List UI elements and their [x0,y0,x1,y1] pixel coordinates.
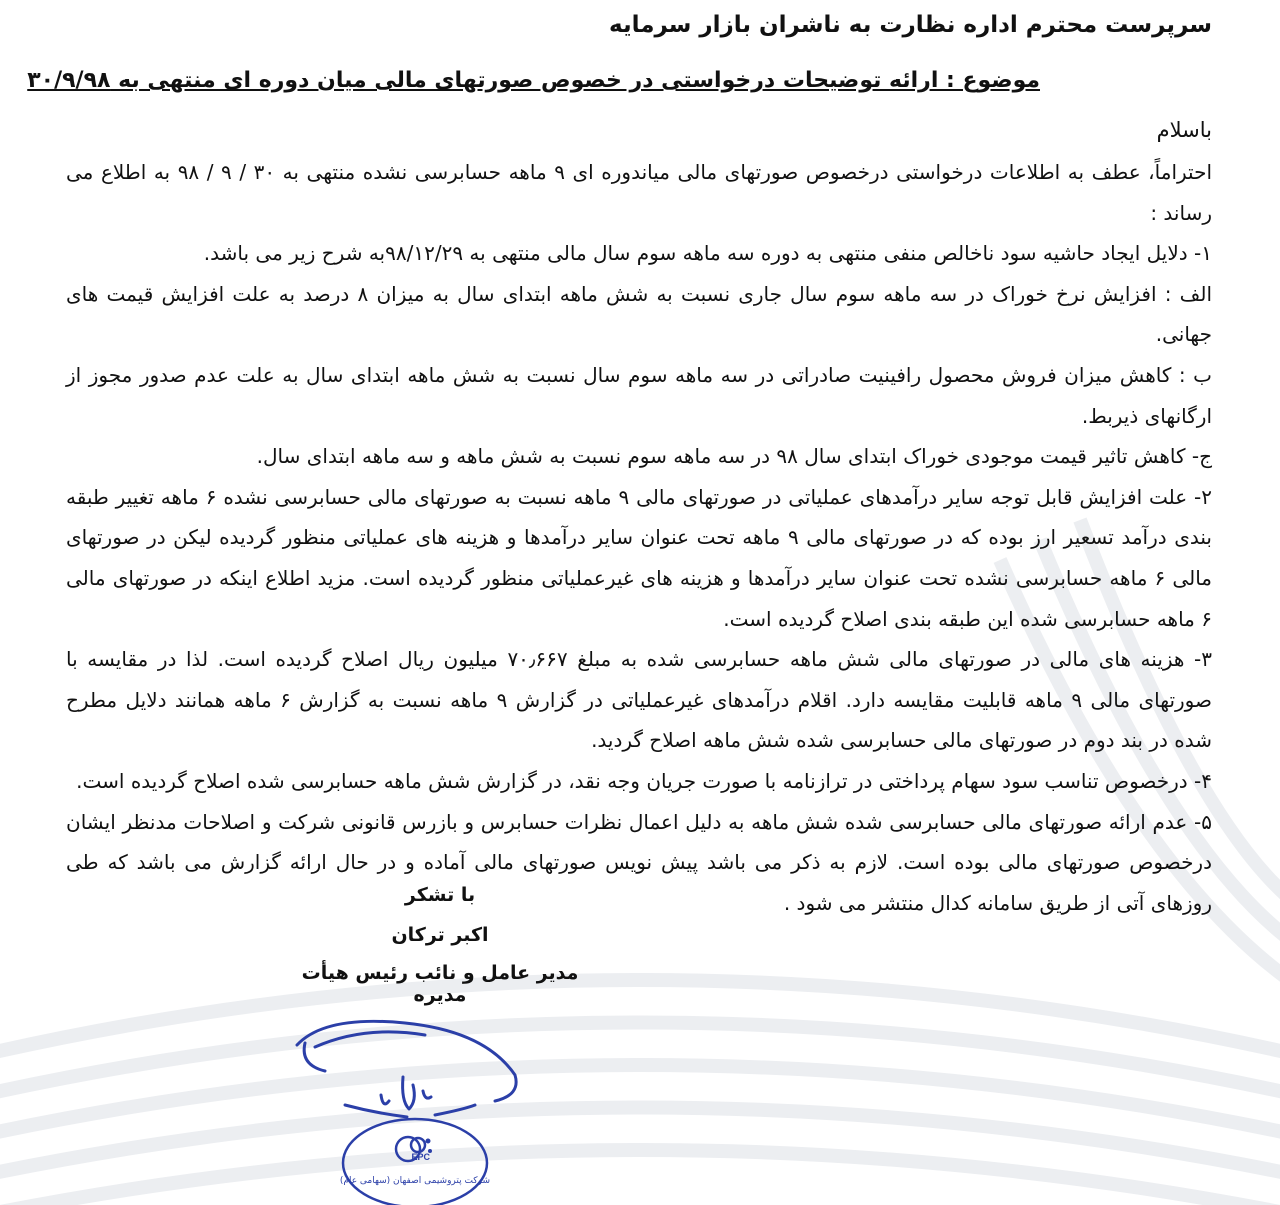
item-1: ۱- دلایل ایجاد حاشیه سود ناخالص منفی منتهی به دوره سه ماهه سوم سال مالی منتهی به ۹۸/۱۲/۲۹به شرح زیر می باشد. [203,241,1212,266]
item-2: ۲- علت افزایش قابل توجه سایر درآمدهای عملیاتی در صورتهای مالی ۹ ماهه نسبت به صورتهای مالی حسابرسی نشده ۶ ماهه تغییر طبقه بندی درآمد تسعیر ارز بوده که در صورتهای مالی ۹ ماهه تحت عنوان سایر درآمدها و هزینه های عملیاتی منظور گردیده لیکن در صورتهای مالی ۶ ماهه حسابرسی نشده تحت عنوان سایر درآمدها و هزینه های غیرعملیاتی منظور گردیده است. مزید اطلاع اینکه در صورتهای مالی ۶ ماهه حسابرسی شده این طبقه بندی اصلاح گردیده است. [66,484,1213,631]
company-seal [330,1105,500,1205]
letter-body [66,152,1212,923]
subject-line: موضوع : ارائه توضیحات درخواستی در خصوص صورتهای مالی میان دوره ای منتهی به ۳۰/۹/۹۸ [27,68,1040,93]
seal-logo-letters: EPC [411,1152,430,1162]
intro-paragraph: احتراماً، عطف به اطلاعات درخواستی درخصوص صورتهای مالی میاندوره ای ۹ ماهه حسابرسی نشده منتهی به ۳۰ / ۹ / ۹۸ به اطلاع می رساند : [66,160,1212,225]
recipient-line: سرپرست محترم اداره نظارت به ناشران بازار سرمایه [609,12,1212,38]
item-1-c: ج- کاهش تاثیر قیمت موجودی خوراک ابتدای سال ۹۸ در سه ماهه سوم نسبت به شش ماهه و سه ماهه ابتدای سال. [256,444,1212,469]
signer-title: مدیر عامل و نائب رئیس هیأت مدیره [301,962,579,1006]
seal-company-name: شرکت پتروشیمی اصفهان (سهامی عام) [339,1176,491,1186]
item-1-b: ب : کاهش میزان فروش محصول رافینیت صادراتی در سه ماهه سوم سال نسبت به شش ماهه ابتدای سال به علت عدم صدور مجوز از ارگانهای ذیربط. [66,362,1212,428]
closing-thanks: با تشکر [404,884,476,906]
signer-name: اکبر ترکان [391,924,489,946]
item-1-a: الف : افزایش نرخ خوراک در سه ماهه سوم سال جاری نسبت به شش ماهه ابتدای سال به میزان ۸ درصد به علت افزایش قیمت های جهانی. [66,281,1212,347]
item-5: ۵- عدم ارائه صورتهای مالی حسابرسی شده شش ماهه به دلیل اعمال نظرات حسابرس و بازرس قانونی شرکت و اصلاحات مدنظر ایشان درخصوص صورتهای مالی بوده است. لازم به ذکر می باشد پیش نویس صورتهای مالی آماده و در حال ارائه گزارش می باشد که طی روزهای آتی از طریق سامانه کدال منتشر می شود . [66,809,1212,915]
item-3: ۳- هزینه های مالی در صورتهای مالی شش ماهه حسابرسی شده به مبلغ ۷۰٫۶۶۷ میلیون ریال اصلاح گردیده است. لذا در مقایسه با صورتهای مالی ۹ ماهه قابلیت مقایسه دارد. اقلام درآمدهای غیرعملیاتی در گزارش ۹ ماهه نسبت به گزارش ۶ ماهه همانند دلایل مطرح شده در بند دوم در صورتهای مالی حسابرسی شده شش ماهه اصلاح گردید. [66,647,1212,753]
greeting: باسلام [1156,118,1212,142]
item-4: ۴- درخصوص تناسب سود سهام پرداختی در ترازنامه با صورت جریان وجه نقد، در گزارش شش ماهه حسابرسی شده اصلاح گردیده است. [76,768,1212,793]
